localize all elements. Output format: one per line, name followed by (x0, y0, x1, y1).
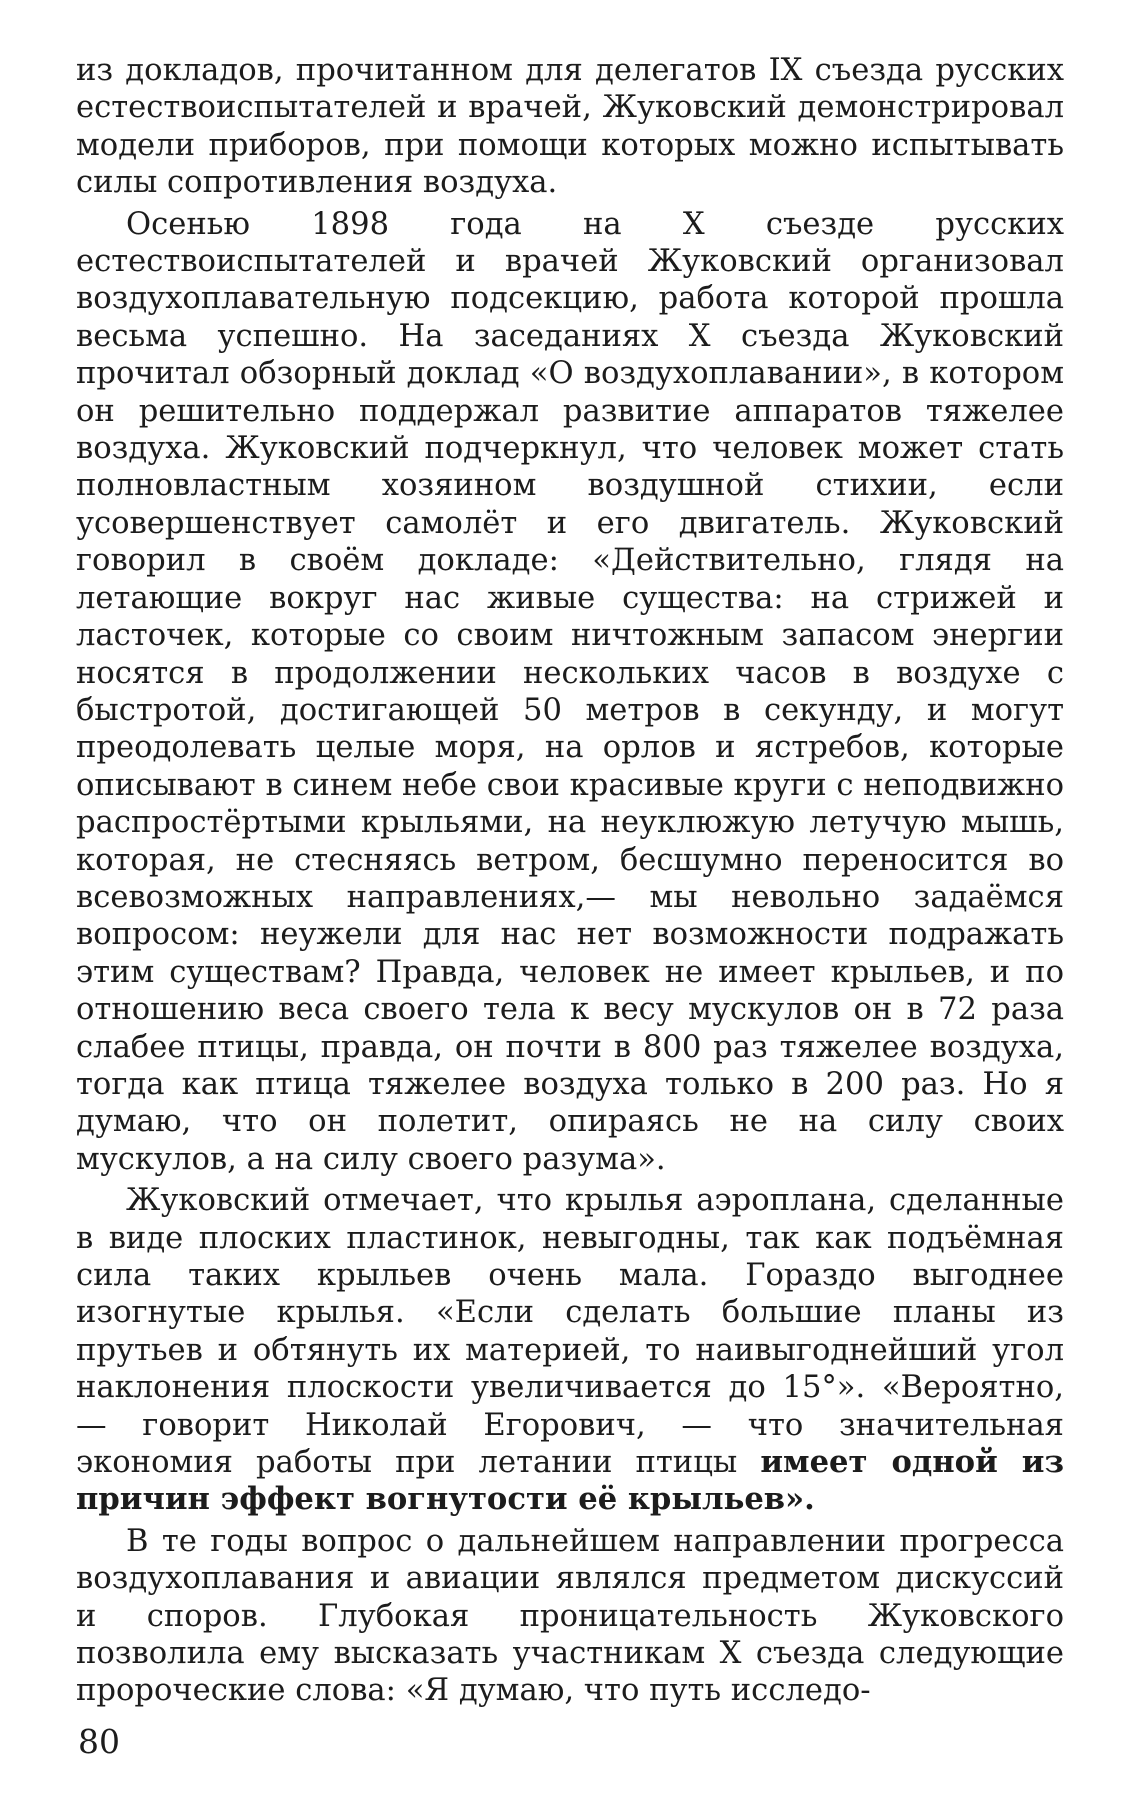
page-body (76, 52, 1064, 1710)
paragraph-curved-wings-bold-text: имеет одной из причин эффект вогнутости её крыльев». (76, 1444, 1064, 1518)
paragraph-curved-wings-text: Жуковский отмечает, что крылья аэроплана, сделанные в виде плоских пластинок, невыгодны, так как подъёмная сила таких крыльев очень мала. Гораздо выгоднее изогнутые крылья. «Если сделать большие планы из прутьев и обтянуть их материей, то наивыгоднейший угол наклонения плоскости увеличивается до 15°». «Вероятно, — говорит Николай Егорович, — что значительная экономия работы при летании птицы (76, 1183, 1064, 1481)
paragraph-prophetic-words: В те годы вопрос о дальнейшем направлении прогресса воздухоплавания и авиации являлся предметом дискуссий и споров. Глубокая проницательность Жуковского позволила ему высказать участникам X съезда следующие пророческие слова: «Я думаю, что путь исследо- (76, 1523, 1064, 1709)
paragraph-continuation: из докладов, прочитанном для делегатов IX съезда русских естествоиспытателей и врачей, Жуковский демонстрировал модели приборов, при помощи которых можно испытывать силы сопротивления воздуха. (76, 53, 1064, 201)
paragraph-curved-wings (76, 1182, 1064, 1519)
page-number: 80 (78, 1722, 120, 1761)
paragraph-tenth-congress: Осенью 1898 года на X съезде русских естествоиспытателей и врачей Жуковский организовал воздухоплавательную подсекцию, работа которой прошла весьма успешно. На заседаниях X съезда Жуковский прочитал обзорный доклад «О воздухоплавании», в котором он решительно поддержал развитие аппаратов тяжелее воздуха. Жуковский подчеркнул, что человек может стать полновластным хозяином воздушной стихии, если усовершенствует самолёт и его двигатель. Жуковский говорил в своём докладе: «Действительно, глядя на летающие вокруг нас живые существа: на стрижей и ласточек, которые со своим ничтожным запасом энергии носятся в продолжении нескольких часов в воздухе с быстротой, достигающей 50 метров в секунду, и могут преодолевать целые моря, на орлов и ястребов, которые описывают в синем небе свои красивые круги с неподвижно распростёртыми крыльями, на неуклюжую летучую мышь, которая, не стесняясь ветром, бесшумно переносится во всевозможных направлениях,— мы невольно задаёмся вопросом: неужели для нас нет возможности подражать этим существам? Правда, человек не имеет крыльев, и по отношению веса своего тела к весу мускулов он в 72 раза слабее птицы, правда, он почти в 800 раз тяжелее воздуха, тогда как птица тяжелее воздуха только в 200 раз. Но я думаю, что он полетит, опираясь не на силу своих мускулов, а на силу своего разума». (76, 206, 1064, 1177)
